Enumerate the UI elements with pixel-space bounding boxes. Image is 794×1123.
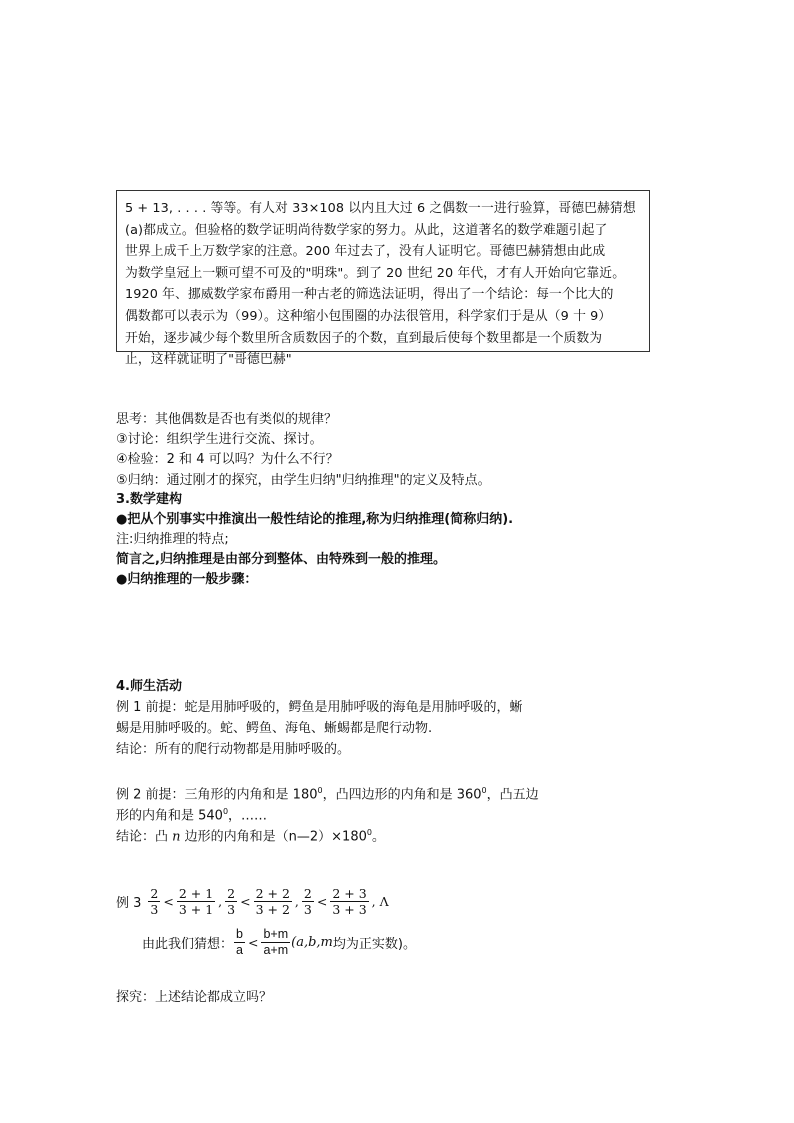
example-3-guess <box>142 927 416 958</box>
text: 边形的内角和是（n—2）×180 <box>180 829 367 845</box>
example-1-line-1: 例 1 前提：蛇是用肺呼吸的，鳄鱼是用肺呼吸的海龟是用肺呼吸的，蜥 <box>116 700 523 715</box>
example-2-conclusion <box>116 823 385 847</box>
passage-line: 止，这样就证明了"哥德巴赫" <box>125 352 292 368</box>
text: ，凸五边 <box>486 787 539 803</box>
variables: (a,b,m <box>291 935 333 950</box>
example-1-line-2: 蜴是用肺呼吸的。蛇、鳄鱼、海龟、蜥蜴都是爬行动物. <box>116 721 433 736</box>
fraction: $\frac{b+m}{a+m}$ <box>263 927 289 957</box>
degree-mark: 0 <box>481 786 487 795</box>
example-1-conclusion: 结论：所有的爬行动物都是用肺呼吸的。 <box>116 742 351 757</box>
passage-line: 开始，逐步减少每个数里所含质数因子的个数，直到最后使每个数里都是一个质数为 <box>125 330 603 346</box>
less-than: < <box>163 894 174 909</box>
passage-line: 偶数都可以表示为（99）。这种缩小包围圈的办法很管用，科学家们于是从（9 十 9） <box>125 308 612 324</box>
ellipsis-symbol: Λ <box>379 894 389 909</box>
comma: , <box>218 894 223 909</box>
passage-line: 1920 年、挪威数学家布爵用一种古老的筛选法证明，得出了一个结论：每一个比大的 <box>125 287 614 303</box>
summary-line: 简言之,归纳推理是由部分到整体、由特殊到一般的推理。 <box>116 552 446 567</box>
note-line: 注:归纳推理的特点; <box>116 532 229 547</box>
text: 。 <box>371 829 385 845</box>
text: ，…… <box>228 808 268 824</box>
boxed-passage <box>116 190 650 368</box>
text: 形的内角和是 540 <box>116 808 223 824</box>
section-heading-activity: 4.师生活动 <box>116 679 182 694</box>
text: 例 2 前提：三角形的内角和是 180 <box>116 787 318 803</box>
guess-suffix: 均为正实数)。 <box>332 937 416 952</box>
definition-line: ●把从个别事实中推演出一般性结论的推理,称为归纳推理(简称归纳). <box>116 512 514 527</box>
discuss-line: ③讨论：组织学生进行交流、探讨。 <box>116 432 323 447</box>
text: ，凸四边形的内角和是 360 <box>322 787 482 803</box>
boxed-passage-text <box>125 198 645 371</box>
fraction: $\frac{2}{3}$ <box>227 886 236 917</box>
less-than: < <box>316 894 328 909</box>
think-line: 思考：其他偶数是否也有类似的规律？ <box>116 412 338 427</box>
section-heading-model: 3.数学建构 <box>116 492 182 507</box>
comma: , <box>294 894 299 909</box>
fraction: $\frac{b}{a}$ <box>236 927 243 957</box>
example-3-label: 例 3 <box>116 896 142 911</box>
fraction: $\frac{2 + 1}{3 + 1}$ <box>178 886 214 917</box>
passage-line: 5 + 13, . . . . 等等。有人对 33×108 以内且大过 6 之偶数一一进行验算，哥德巴赫猜想 <box>125 201 636 216</box>
passage-line: (a)都成立。但验格的数学证明尚待数学家的努力。从此，这道著名的数学难题引起了 <box>125 222 608 238</box>
comma: , <box>371 894 376 909</box>
fraction: $\frac{2}{3}$ <box>303 886 312 917</box>
steps-line: ●归纳推理的一般步骤： <box>116 572 258 587</box>
fraction: $\frac{2 + 3}{3 + 3}$ <box>332 886 367 917</box>
fraction: $\frac{2 + 2}{3 + 2}$ <box>255 886 290 917</box>
variable-n: n <box>172 829 181 845</box>
passage-line: 为数学皇冠上一颗可望不可及的"明珠"。到了 20 世纪 20 年代，才有人开始向它靠近。 <box>125 265 626 281</box>
degree-mark: 0 <box>317 786 323 795</box>
text: 结论：凸 <box>116 829 173 845</box>
less-than: < <box>247 935 259 950</box>
verify-line: ④检验：2 和 4 可以吗？为什么不行？ <box>116 452 339 467</box>
less-than: < <box>240 894 251 909</box>
passage-line: 世界上成千上万数学家的注意。200 年过去了，没有人证明它。哥德巴赫猜想由此成 <box>125 244 606 260</box>
degree-mark: 0 <box>366 828 372 837</box>
fraction: $\frac{2}{3}$ <box>150 886 159 917</box>
guess-prefix: 由此我们猜想： <box>142 937 234 952</box>
induce-line: ⑤归纳：通过刚才的探究，由学生归纳"归纳推理"的定义及特点。 <box>116 473 491 488</box>
example-3-inequalities <box>116 886 391 917</box>
explore-line: 探究：上述结论都成立吗？ <box>116 990 273 1005</box>
degree-mark: 0 <box>222 807 229 816</box>
